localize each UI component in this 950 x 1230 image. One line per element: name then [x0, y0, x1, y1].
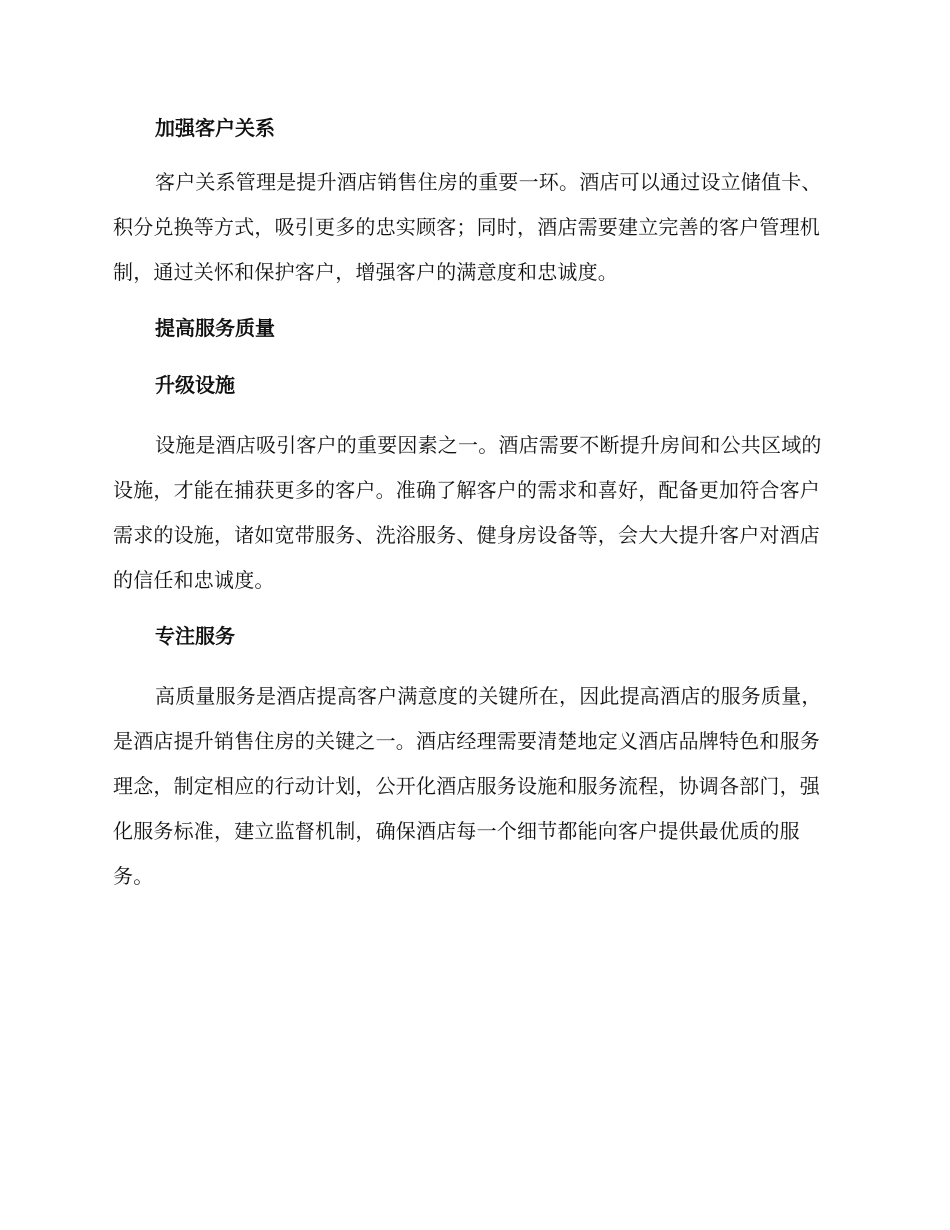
section-heading-upgrade-facilities: 升级设施 [155, 373, 235, 397]
section-heading-service-quality: 提高服务质量 [155, 316, 275, 340]
section-heading-customer-relations: 加强客户关系 [155, 116, 275, 140]
section-paragraph-customer-relations: 客户关系管理是提升酒店销售住房的重要一环。酒店可以通过设立储值卡、积分兑换等方式，吸引更多的忠实顾客；同时，酒店需要建立完善的客户管理机制，通过关怀和保护客户，增强客户的满意度和忠诚度。 [113, 170, 822, 284]
section-paragraph-upgrade-facilities: 设施是酒店吸引客户的重要因素之一。酒店需要不断提升房间和公共区域的设施，才能在捕获更多的客户。准确了解客户的需求和喜好，配备更加符合客户需求的设施，诸如宽带服务、洗浴服务、健身房设备等，会大大提升客户对酒店的信任和忠诚度。 [113, 433, 822, 592]
section-heading-focus-service: 专注服务 [155, 624, 235, 648]
document-body [113, 109, 833, 899]
section-paragraph-focus-service: 高质量服务是酒店提高客户满意度的关键所在，因此提高酒店的服务质量，是酒店提升销售住房的关键之一。酒店经理需要清楚地定义酒店品牌特色和服务理念，制定相应的行动计划，公开化酒店服务设施和服务流程，协调各部门，强化服务标准，建立监督机制，确保酒店每一个细节都能向客户提供最优质的服务。 [113, 684, 822, 888]
